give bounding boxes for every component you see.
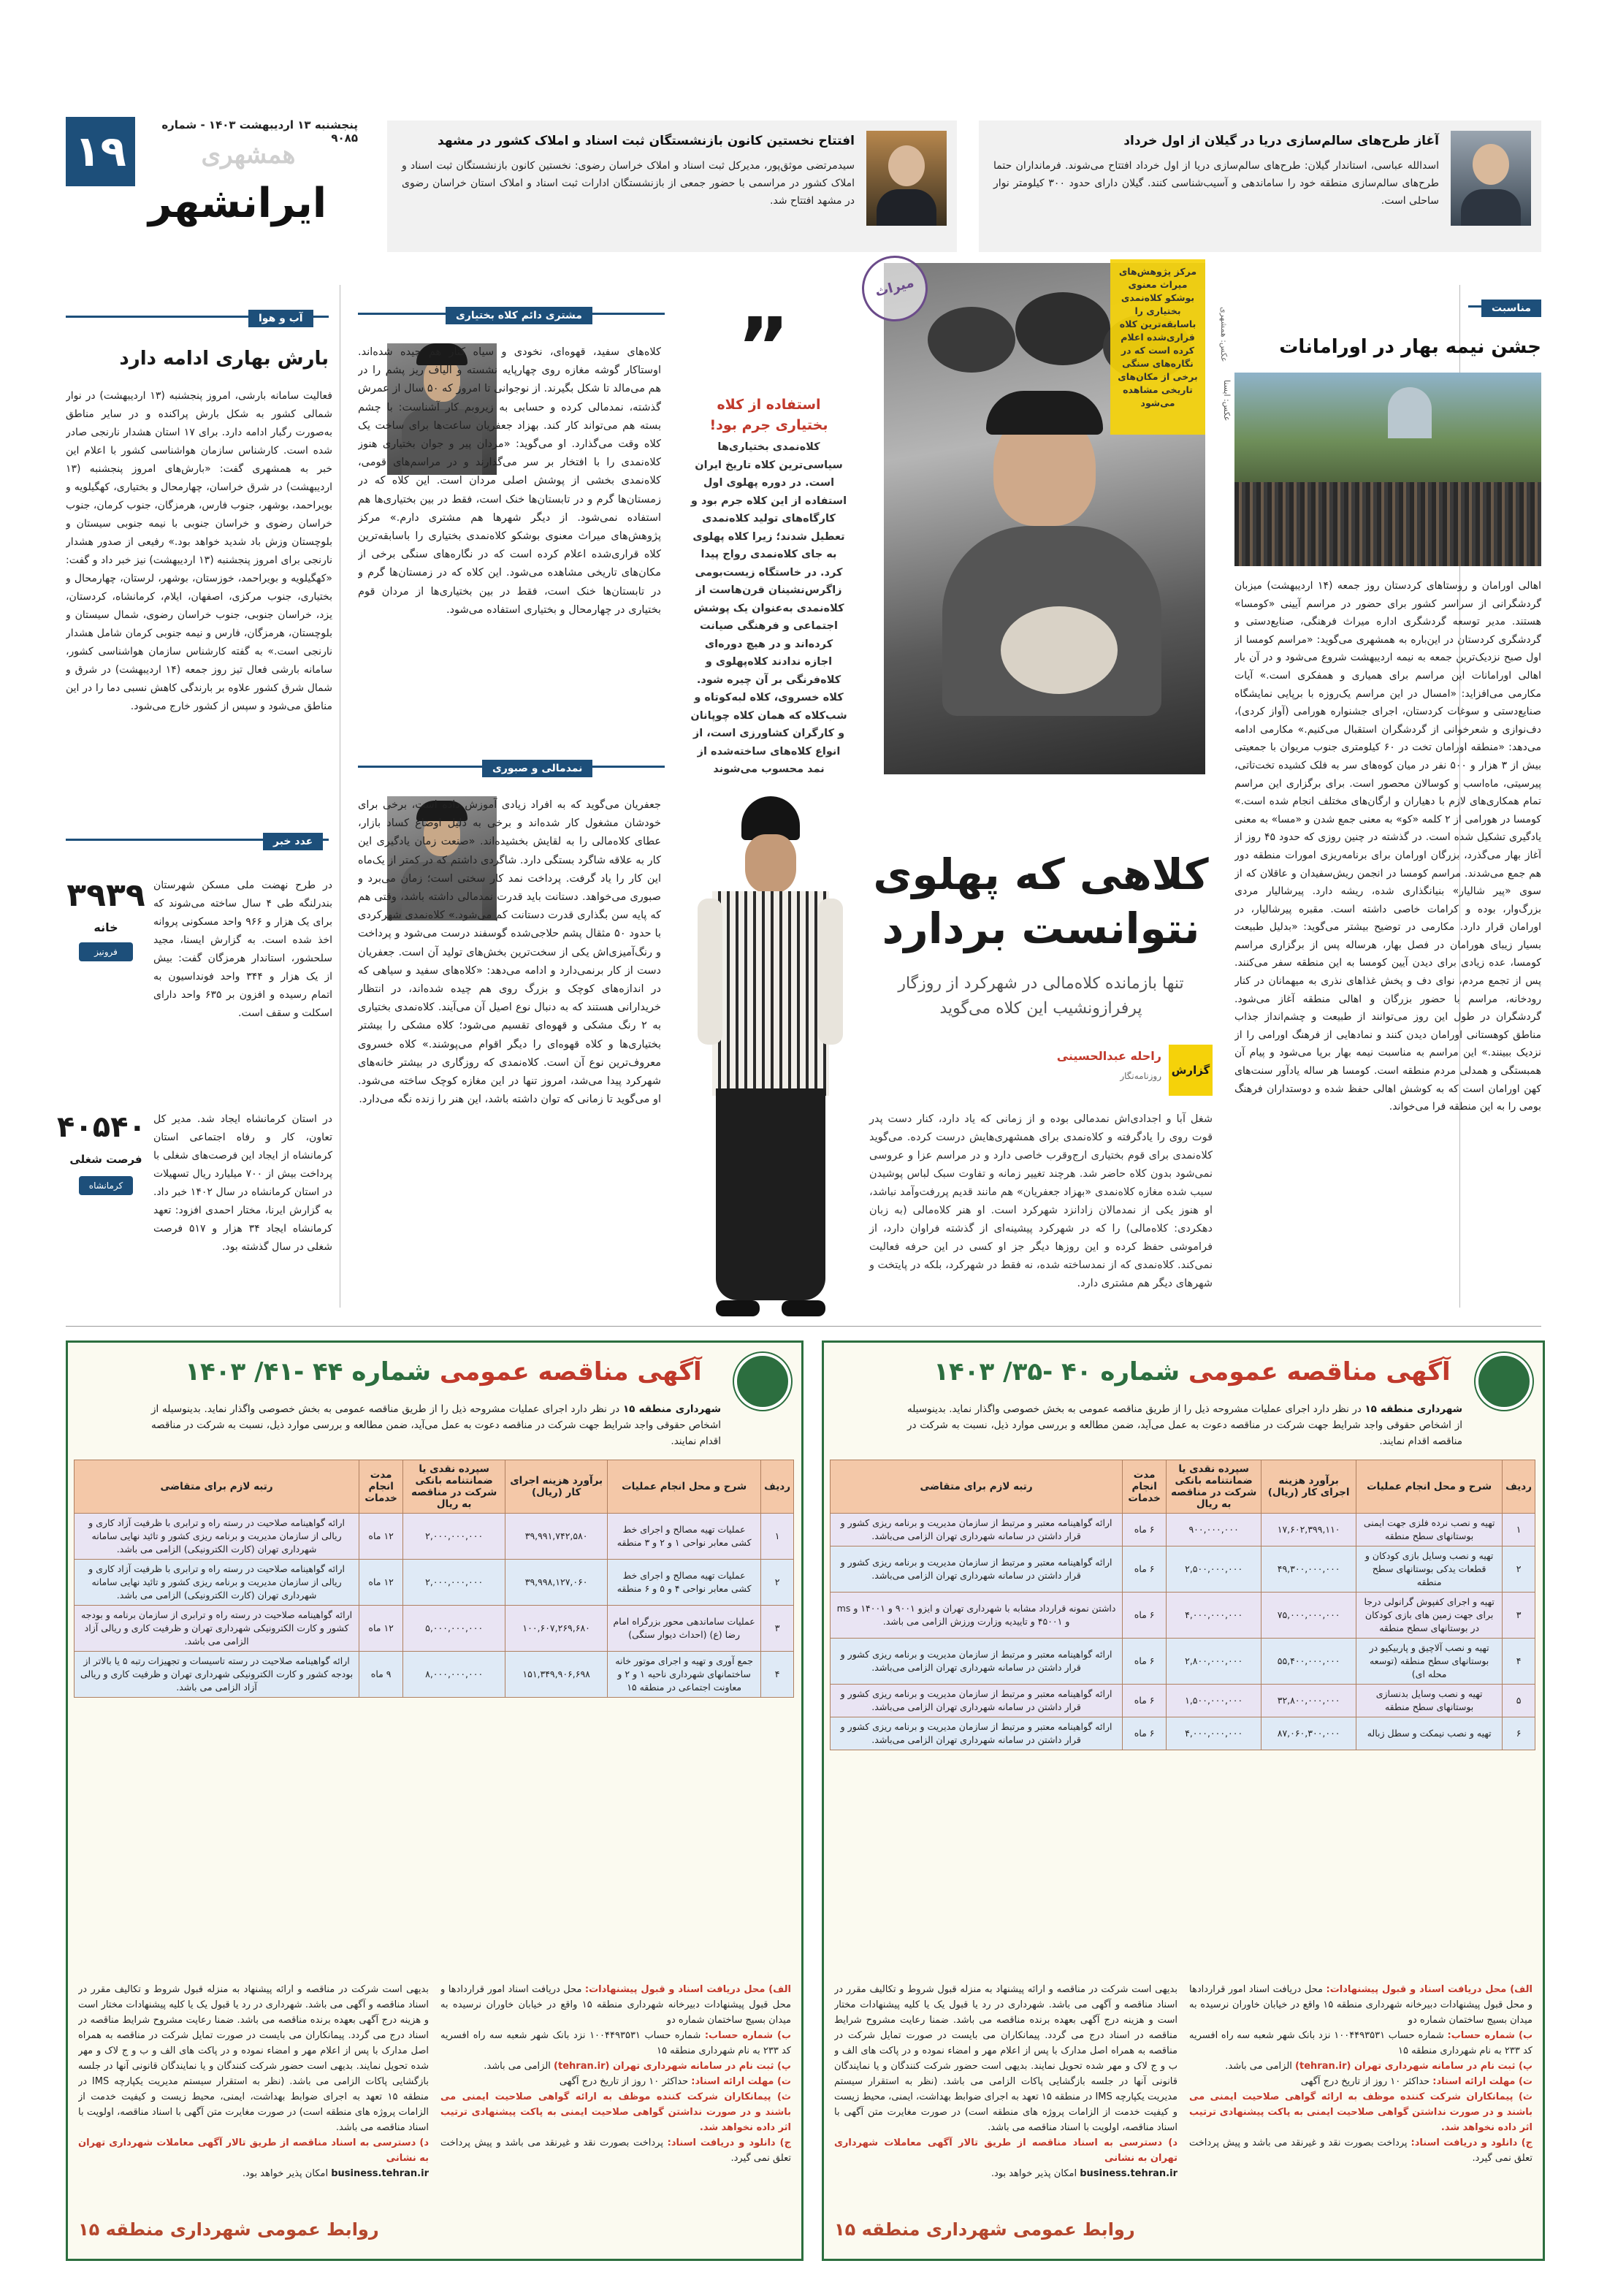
term-text: پرداخت بصورت نقد و غیرنقد می باشد و پیش پرداخت تعلق نمی گیرد. xyxy=(440,2137,791,2164)
term-label: ب) شماره حساب: xyxy=(1447,2030,1532,2041)
ad-title-main: آگهی مناقصه عمومی xyxy=(1188,1357,1451,1387)
cell: ۱۲ ماه xyxy=(359,1514,403,1560)
cell: ۸,۰۰۰,۰۰۰,۰۰۰ xyxy=(403,1652,505,1698)
cell: ۹ ماه xyxy=(359,1652,403,1698)
page-number: ۱۹ xyxy=(66,117,135,186)
cell: جمع آوری و تهیه و اجرای موتور خانه ساختمانهای شهرداری ناحیه ۱ و ۲ و معاونت اجتماعی در منطقه ۱۵ xyxy=(608,1652,761,1698)
cell: عملیات ساماندهی محور بزرگراه امام رضا (ع) (احداث دیوار سنگی) xyxy=(608,1606,761,1652)
cell: ۱ xyxy=(1503,1514,1535,1546)
quote-title: استفاده از کلاه بختیاری جرم بود! xyxy=(709,397,828,433)
news-body: سیدمرتضی موثق‌پور، مدیرکل ثبت اسناد و املاک خراسان رضوی: نخستین کانون بازنشستگان ثبت اسناد و املاک کشور در مراسمی با حضور جمعی از بازنشستگان ادارات ثبت اسناد و املاک استان خراسان رضوی در مشهد افتتاح شد. xyxy=(402,160,855,207)
table-row xyxy=(831,1685,1535,1717)
cell: ۶ ماه xyxy=(1123,1685,1167,1717)
col-header: رتبه لازم برای متقاضی xyxy=(831,1460,1123,1514)
term-label: پ) ثبت نام در سامانه شهرداری تهران (tehran.ir) xyxy=(1295,2061,1532,2072)
ad-title xyxy=(922,1357,1462,1387)
feature-intro: شغل آبا و اجدادی‌اش نمدمالی بوده و از زمانی که یاد دارد، کنار دست پدر قوت روی را یادگرفته و کلاه‌نمدی برای همشهری‌هایش درست کرده. می‌گوید کلاه‌نمدی برای قوم بختیاری ارج‌وقرب خاصی دارد و در مراسم عزا و عروسی نمی‌شود بدون کلاه حاضر شد. هرچند تغییر زمانه و تفاوت سبک لباس پوشیدن سبب شده مغازه کلاه‌نمدی «بهزاد جعفریان» هم مانند قدیم پررفت‌وآمد نباشد، او هنوز یکی از نمدمالان زادانزد شهرکرد است. او هنر کلاه‌مالی (به زبان دهکردی: کلاه‌مالی) را که در شهرکرد پیشینه‌ای از گذشته فراوان دارد، از فراموشی حفظ کرده و این روزها دیگر جز او کسی در این حرفه فعالیت نمی‌کند. کلاه‌نمدی که از نمد‌ساخته شده، نه فقط در شهرکرد، بلکه در پایتخت و شهرهای دیگر هم مشتری دارد. xyxy=(869,1113,1213,1289)
ad-url[interactable]: business.tehran.ir xyxy=(1080,2168,1177,2179)
cell: ۶ ماه xyxy=(1123,1717,1167,1750)
cell: ارائه گواهینامه صلاحیت در رسته راه و ترابری با ظرفیت آزاد کاری و ریالی از سازمان مدیریت و برنامه ریزی کشور و تائید نهایی سامانه شهرداری تهران (کارت الکترونیکی) الزامی می باشد. xyxy=(75,1514,359,1560)
cell: ارائه گواهینامه معتبر و مرتبط از سازمان مدیریت و برنامه ریزی کشور و قرار داشتن در سامانه شهرداری تهران الزامی می‌باشد. xyxy=(831,1639,1123,1685)
top-news-mashhad xyxy=(387,121,957,252)
news-title: افتتاح نخستین کانون بازنشستگان ثبت اسناد و املاک کشور در مشهد xyxy=(438,134,855,148)
report-label: گزارش xyxy=(1169,1045,1213,1096)
term-text: محل دریافت اسناد امور قراردادها و محل قبول پیشنهادات دبیرخانه شهرداری منطقه ۱۵ واقع در خیابان خاوران نرسیده به میدان بسیج ساختمان شماره دو xyxy=(1189,1984,1532,2026)
cell: ۳ xyxy=(761,1606,794,1652)
news-body: اسدالله عباسی، استاندار گیلان: طرح‌های سالم‌سازی دریا از اول خرداد افتتاح می‌شوند. فرمانداران حتما طرح‌های سالم‌سازی منطقه خود را ساماندهی و آسیب‌شناسی کنند. گیلان دارای حدود ۳۰۰ کیلومتر نوار ساحلی است. xyxy=(993,160,1439,207)
term-text: الزامی می باشد. xyxy=(484,2061,551,2072)
cell: تهیه و نصب وسایل بازی کودکان و قطعات یدکی بوستانهای سطح منطقه xyxy=(1356,1546,1503,1593)
number-body: در استان کرمانشاه ایجاد شد. مدیر کل تعاون، کار و رفاه اجتماعی استان کرمانشاه از ایجاد این فرصت‌های شغلی با پرداخت بیش از ۷۰۰ میلیارد ریال تسهیلات در استان کرمانشاه در سال ۱۴۰۲ خبر داد. به گزارش ایرنا، مختار احمدی افزود: تعهد کرمانشاه ایجاد ۳۴ هزار و ۵۱۷ فرصت شغلی در سال گذشته بود. xyxy=(153,1113,332,1253)
weather-title: بارش بهاری ادامه دارد xyxy=(119,348,329,370)
cell: تهیه و نصب آلاچیق و پاربیکیو در بوستانهای سطح منطقه (توسعه محله ای) xyxy=(1356,1639,1503,1685)
table-row xyxy=(831,1546,1535,1593)
cell: ارائه گواهینامه معتبر و مرتبط از سازمان مدیریت و برنامه ریزی کشور و قرار داشتن در سامانه شهرداری تهران الزامی می‌باشد. xyxy=(831,1514,1123,1546)
numbers-tag: عدد خبر xyxy=(263,833,323,850)
public-relations-signature: روابط عمومی شهرداری منطقه ۱۵ xyxy=(78,2219,379,2240)
ad-intro xyxy=(151,1401,721,1449)
occasion-title: جشن نیمه بهار در اورامانات xyxy=(1279,336,1541,358)
cell: ۳ xyxy=(1503,1593,1535,1639)
feature-col2-tag: نمدمالی و صبوری xyxy=(482,760,592,777)
reporter-name: راحله عبدالحسینی xyxy=(1056,1049,1161,1063)
date-line: پنجشنبه ۱۳ اردیبهشت ۱۴۰۳ - شماره ۹۰۸۵ xyxy=(161,118,358,145)
feature-photo-man xyxy=(672,796,869,1322)
cell: تهیه و نصب نرده فلزی جهت ایمنی بوستانهای سطح منطقه xyxy=(1356,1514,1503,1546)
table-row xyxy=(75,1560,794,1606)
cell: ۳۹,۹۹۱,۷۴۲,۵۸۰ xyxy=(505,1514,608,1560)
table-row xyxy=(831,1514,1535,1546)
cell: ۴,۰۰۰,۰۰۰,۰۰۰ xyxy=(1167,1593,1261,1639)
feature-col1-tag: مشتری دائم کلاه بختیاری xyxy=(446,307,592,324)
tender-table xyxy=(74,1460,794,1698)
cell: ۴ xyxy=(1503,1639,1535,1685)
number-item xyxy=(56,1110,332,1322)
tender-ad-right xyxy=(822,1340,1545,2261)
number-value: ۴۰۵۴۰ xyxy=(56,1110,146,1144)
term-text: پرداخت بصورت نقد و غیرنقد می باشد و پیش پرداخت تعلق نمی گیرد. xyxy=(1189,2137,1532,2164)
term-text: بدیهی است شرکت در مناقصه و ارائه پیشنهاد به منزله قبول شروط و تکالیف مقرر در اسناد مناقصه و آگهی می باشد. شهرداری در رد یا قبول یک یا کلیه پیشنهادات مختار است و هزینه درج آگهی بعهده برنده مناقصه می باشد. ضمنا رعایت مشروح شرایط مناقصه در اسناد درج می گردد. پیمانکاران می بایست در صورت تمایل شرکت در مناقصه به همراه اصل مدارک با پس از اعلام مهر و امضاء نموده و در پاکت های الف و ب و ج لاک و مهر شده تحویل نمایند. بدیهی است حضور شرکت کنندگان و یا نمایندگان قانونی آنها در جلسه بازگشایی پاکات الزامی می باشد. (نظر به استقرار سیستم مدیریت یکپارچه IMS در منطقه ۱۵ تعهد به اجرای ضوابط بهداشت، ایمنی، محیط زیست و کیفیت خدمت از الزامات پروژه های منطقه است) در صورت مغایرت متن آگهی با اسناد مناقصه، اولویت با اسناد مناقصه می باشد. xyxy=(834,1984,1177,2133)
col-header: رتبه لازم برای متقاضی xyxy=(75,1460,359,1514)
cell: ۱۷,۶۰۲,۳۹۹,۱۱۰ xyxy=(1261,1514,1356,1546)
number-province-badge: کرمانشاه xyxy=(79,1176,133,1195)
cell: ۸۷,۰۶۰,۳۰۰,۰۰۰ xyxy=(1261,1717,1356,1750)
pullout-box xyxy=(1110,259,1205,435)
ad-terms-left xyxy=(834,1982,1177,2194)
term-text: امکان پذیر خواهد بود. xyxy=(242,2168,329,2179)
cell: ۶ ماه xyxy=(1123,1593,1167,1639)
feature-col2-body: جعفریان می‌گوید که به افراد زیادی آموزش داده است، برخی برای خودشان مشغول کار شده‌اند و برخی به دلیل اوضاع کساد بازار، عطای کلاه‌مالی را به لقایش بخشیده‌اند. «صنعت زمان یادگیری این کار به علاقه شاگرد بستگی دارد. شاگردی داشتم که در کمتر از یک‌ماه این کار را یاد گرفت. پرداخت نمد کار سختی است؛ زمان می‌برد و صبوری می‌خواهد. دستانت باید قدرت نمدمالی داشته باشد، وقتی هم که پایه سن بگذاری قدرت دستانت کم می‌شود.» کلاه‌نمدی شهرکردی با حدود ۵۰ مثقال پشم حلاجی‌شده گوسفند درست می‌شود و پرداخت و رنگ‌آمیزی‌اش یکی از سخت‌ترین بخش‌های تولید آن است. جعفریان دست از کار برنمی‌دارد و ادامه می‌دهد: «کلاه‌های سفید و سیاهی که در اندازه‌های کوچک و بزرگ روی هم چیده شده‌اند، در انتظار خریدارانی هستند که به دنبال نوع اصیل آن می‌آیند. کلاه‌نمدی بختیاری به ۲ رنگ مشکی و قهوه‌ای تقسیم می‌شود؛ کلاه مشکی را بیشتر بختیاری‌ها و کلاه قهوه‌ای را دیگر اقوام می‌پوشند.» کلاه خسروی معروف‌ترین نوع آن است. کلاه‌نمدی که روزگاری در بیشتر خانه‌های شهرکرد پیدا می‌شد، امروز تنها در این مغازه کوچک ساخته می‌شود. او می‌گوید تا زمانی که توان داشته باشد، این هنر را زنده نگه می‌دارد. xyxy=(358,799,661,1106)
term-text: شماره حساب ۱۰۰۴۴۹۳۵۳۱ نزد بانک شهر شعبه سه راه افسریه کد ۲۳۳ به نام شهرداری منطقه ۱۵ xyxy=(1189,2030,1532,2056)
news-title: آغاز طرح‌های سالم‌سازی دریا در گیلان از اول خرداد xyxy=(1123,134,1439,148)
cell: داشتن نمونه قرارداد مشابه با شهرداری تهران و ایزو ۹۰۰۱ و ۱۴۰۰۱ و ms و ۴۵۰۰۱ و تاییدیه وزارت ورزش الزامی می باشد. xyxy=(831,1593,1123,1639)
news-photo xyxy=(1451,131,1531,226)
ad-title xyxy=(166,1357,721,1387)
occasion-body: اهالی اورامان و روستاهای کردستان روز جمعه (۱۴ اردیبهشت) میزبان گردشگرانی از سراسر کشور برای حضور در مراسم آیینی «کومسا» هستند. مدیر توسعه گردشگری اداره میراث فرهنگی، صنایع‌دستی و گردشگری کردستان در این‌باره به همشهری می‌گوید: «مراسم کومسا از اول صبح نزدیک‌ترین جمعه به نیمه اردیبهشت شروع می‌شود و در آن بار اهالی اورامانات این مراسم برای همیاری و همفکری است.» آیات مکارمی می‌افزاید: «امسال در این مراسم یک‌روزه با برپایی نمایشگاه صنایع‌دستی و سوغات کردستان، اجرای جشنواره هورامی (آواز کردی)، دف‌نوازی و شعرخوانی از گردشگران استقبال می‌کنیم.» مکارمی ادامه می‌دهد: «منطقه اورامان تخت در ۶۰ کیلومتری جنوب مریوان با جمعیتی بیش از ۳ هزار و ۵۰۰ نفر در میان کوه‌های سر به فلک کشیده تخت‌تاتی، پیرسیتی، ماه‌اسب و کوسالان محصور است. برای برگزاری این مراسم تمام همکاری‌های لازم با دهیاران و ارگان‌های مختلف انجام شده است.» کومسا در هورامی از ۲ کلمه «کو» به معنی جمع شدن و «مسا» به معنی یادگیری تشکیل شده است. در گذشته در چنین روزی که حدود ۴۵ روز از آغاز بهار می‌گذرد، بزرگان اورامان برای برنامه‌ریزی امورات منطقه دور هم جمع می‌شدند. مراسم کومسا در انجمن ریش‌سفیدان و عاقلان که از سوی «پیر شالیار» بنیانگذاری شده، ریشه دارد. پیرشالیار مردی بزرگ‌وار، بوده و کرامات خاصی داشته است. مقبره پیرشالیار، در اورامان قرار دارد. مکارمی در توضیح بیشتر می‌گوید: «بدلیل طبیعت بسیار زیبای هورامان در فصل بهار، هرساله پس از برگزاری مراسم کومسا، عده زیادی برای دیدن آیین کومسا به این منطقه سفر می‌کنند. پس از تجمع مردم، نوای دف و پخش غذاهای نذری به میهمانان در کنار رودخانه، مراسم با حضور بزرگان و اهالی منطقه آغاز می‌شود. گردشگران در طول این روز می‌توانند از طبیعت و چشم‌انداز جذاب مناطق کوهستانی اورامان دیدن کنند و نمادهایی از فرهنگ اورامی را از نزدیک ببینند.» این مراسم به مناسبت نیمه بهار برپا می‌شود و پیام آن همبستگی و همدلی مردم منطقه است. کومسا هر ساله یادآور سنت‌های کهن اورامان است که به کوشش اهالی حفظ شده و دوستداران فرهنگ بومی را به این منطقه فرا می‌خواند. xyxy=(1234,580,1541,1113)
term-text: بدیهی است شرکت در مناقصه و ارائه پیشنهاد به منزله قبول شروط و تکالیف مقرر در اسناد مناقصه و آگهی می باشد. شهرداری در رد یا قبول یک یا کلیه پیشنهادات مختار است و هزینه درج آگهی بعهده برنده مناقصه می باشد. ضمنا رعایت مشروح شرایط مناقصه در اسناد درج می گردد. پیمانکاران می بایست در صورت تمایل شرکت در مناقصه به همراه اصل مدارک با پس از اعلام مهر و امضاء نموده و در پاکت های الف و ب و ج لاک و مهر شده تحویل نمایند. بدیهی است حضور شرکت کنندگان و یا نمایندگان قانونی آنها در جلسه بازگشایی پاکات الزامی می باشد. (نظر به استقرار سیستم مدیریت یکپارچه IMS در منطقه ۱۵ تعهد به اجرای ضوابط بهداشت، ایمنی، محیط زیست و کیفیت خدمت از الزامات پروژه های منطقه است) در صورت مغایرت متن آگهی با اسناد مناقصه، اولویت با اسناد مناقصه می باشد. xyxy=(78,1984,429,2133)
news-photo xyxy=(866,131,947,226)
col-header: مدت انجام خدمات xyxy=(1123,1460,1167,1514)
cell: ۶ ماه xyxy=(1123,1546,1167,1593)
term-label: ج) دانلود و دریافت اسناد: xyxy=(667,2137,791,2148)
ad-terms-right xyxy=(1189,1982,1532,2252)
term-label: ث) پیمانکاران شرکت کننده موظف به ارائه گواهی صلاحیت ایمنی می باشند و در صورت نداشتن گواهی صلاحیت ایمنی به پاکت پیشنهادی ترتیب اثر داده نخواهد شد. xyxy=(1189,2091,1532,2133)
feature-headline: کلاهی که پهلوی نتوانست بردارد xyxy=(873,850,1209,953)
table-row xyxy=(831,1717,1535,1750)
number-province-badge: فرونیز xyxy=(79,942,133,961)
cell: ارائه گواهینامه معتبر و مرتبط از سازمان مدیریت و برنامه ریزی کشور و قرار داشتن در سامانه شهرداری تهران الزامی می‌باشد. xyxy=(831,1717,1123,1750)
cell: ۷۵,۰۰۰,۰۰۰,۰۰۰ xyxy=(1261,1593,1356,1639)
col-header: ردیف xyxy=(761,1460,794,1514)
cell: ۴۹,۳۰۰,۰۰۰,۰۰۰ xyxy=(1261,1546,1356,1593)
cell: ارائه گواهینامه صلاحیت در رسته راه و ترابری از سازمان برنامه و بودجه کشور و کارت الکترونیکی شهرداری تهران و ظرفیت کاری و ریالی آزاد الزامی می باشد. xyxy=(75,1606,359,1652)
cell: ۲,۵۰۰,۰۰۰,۰۰۰ xyxy=(1167,1546,1261,1593)
cell: ۱,۵۰۰,۰۰۰,۰۰۰ xyxy=(1167,1685,1261,1717)
cell: عملیات تهیه مصالح و اجرای خط کشی معابر نواحی ۴ و ۵ و ۶ منطقه xyxy=(608,1560,761,1606)
cell: ۱۲ ماه xyxy=(359,1560,403,1606)
cell: ۴,۰۰۰,۰۰۰,۰۰۰ xyxy=(1167,1717,1261,1750)
ad-intro-text: در نظر دارد اجرای عملیات مشروحه ذیل را از طریق مناقصه عمومی به بخش خصوصی واگذار نماید. بدینوسیله از اشخاص حقوقی واجد شرایط جهت شرکت در مناقصه دعوت به عمل می‌آید، ضمن مطالعه و بررسی موارد ذیل، نسبت به شرکت در مناقصه اقدام نمایند. xyxy=(151,1403,721,1447)
term-text: الزامی می باشد. xyxy=(1225,2061,1292,2072)
quote-body: کلاه‌نمدی بختیاری‌ها سیاسی‌ترین کلاه تاریخ ایران است. در دوره پهلوی اول استفاده از این کلاه جرم بود و کارگاه‌های تولید کلاه‌نمدی تعطیل شدند؛ زیرا کلاه پهلوی به جای کلاه‌نمدی رواج پیدا کرد. در خاستگاه زیست‌بومی زاگرس‌نشینان قرن‌هاست از کلاه‌نمدی به‌عنوان یک پوشش اجتماعی و فرهنگی صیانت کرده‌اند و در هیچ دوره‌ای اجازه ندادند کلاه‌پهلوی و کلاه‌فرنگی بر آن چیره شود. کلاه خسروی، کلاه لبه‌کوتاه و شب‌کلاه که همان کلاه چوپانان و کارگران کشاورزی است، از انواع کلاه‌های ساخته‌شده از نمد محسوب می‌شوند xyxy=(690,441,847,775)
term-text: محل دریافت اسناد امور قراردادها و محل قبول پیشنهادات دبیرخانه شهرداری منطقه ۱۵ واقع در خیابان خاوران نرسیده به میدان بسیج ساختمان شماره دو xyxy=(440,1984,791,2026)
cell: عملیات تهیه مصالح و اجرای خط کشی معابر نواحی ۱ و ۲ و ۳ منطقه xyxy=(608,1514,761,1560)
occasion-photo-caption: عکس: ایسنا xyxy=(1222,380,1232,422)
table-row xyxy=(831,1639,1535,1685)
reporter-role: روزنامه‌نگار xyxy=(1120,1071,1161,1081)
table-row xyxy=(75,1652,794,1698)
col-header: برآورد هزینه اجرای کار (ریال) xyxy=(1261,1460,1356,1514)
number-unit: خانه xyxy=(93,920,118,934)
masthead xyxy=(66,117,358,234)
municipality-logo xyxy=(734,1353,791,1410)
cell: ارائه گواهینامه معتبر و مرتبط از سازمان مدیریت و برنامه ریزی کشور و قرار داشتن در سامانه شهرداری تهران الزامی می‌باشد. xyxy=(831,1546,1123,1593)
ad-title-main: آگهی مناقصه عمومی xyxy=(439,1357,702,1387)
number-unit: فرصت شغلی xyxy=(69,1153,142,1166)
cell: ۶ ماه xyxy=(1123,1514,1167,1546)
occasion-photo xyxy=(1234,373,1541,566)
feature-photo-caption: عکس: همشهری xyxy=(1219,307,1229,362)
col-header: شرح و محل انجام عملیات xyxy=(608,1460,761,1514)
term-label: پ) ثبت نام در سامانه شهرداری تهران (tehran.ir) xyxy=(554,2061,791,2072)
ad-intro-bold: شهرداری منطقه ۱۵ xyxy=(1364,1403,1463,1415)
term-label: ث) پیمانکاران شرکت کننده موظف به ارائه گواهی صلاحیت ایمنی می باشند و در صورت نداشتن گواهی صلاحیت ایمنی به پاکت پیشنهادی ترتیب اثر داده نخواهد شد. xyxy=(440,2091,791,2133)
weather-tag: آب و هوا xyxy=(248,310,313,327)
col-header: سپرده نقدی یا ضمانتنامه بانکی شرکت در مناقصه به ریال xyxy=(1167,1460,1261,1514)
ad-terms-left xyxy=(78,1982,429,2194)
ad-title-number: شماره ۴۴ -۴۱/ ۱۴۰۳ xyxy=(185,1357,432,1387)
cell: ۹۰۰,۰۰۰,۰۰۰ xyxy=(1167,1514,1261,1546)
term-label: الف) محل دریافت اسناد و قبول پیشنهادات: xyxy=(1326,1984,1532,1995)
ad-intro-bold: شهرداری منطقه ۱۵ xyxy=(622,1403,721,1415)
term-label: الف) محل دریافت اسناد و قبول پیشنهادات: xyxy=(584,1984,791,1995)
term-label: ب) شماره حساب: xyxy=(704,2030,791,2041)
weather-body: فعالیت سامانه بارشی، امروز پنجشنبه (۱۳ اردیبهشت) در نوار شمالی کشور به شکل بارش پراکنده و در سایر مناطق به‌صورت رگبار ادامه دارد. برای ۱۷ استان هشدار نارنجی صادر شده است. کارشناس سازمان هواشناسی کشور با اعلام این خبر به همشهری گفت: «بارش‌های امروز پنجشنبه (۱۳ اردیبهشت) در شرق خراسان، چهارمحال و بختیاری، کهگیلویه و بویراحمد، بوشهر، جنوب فارس، هرمزگان، جنوب کرمان، جنوب خراسان رضوی و خراسان جنوبی با نیمه جنوبی سیستان و بلوچستان وزش باد شدید خواهد بود.» رفیعی از صدور هشدار نارنجی برای امروز پنجشنبه (۱۳ اردیبهشت) نیز خبر داد و گفت: «کهگیلویه و بویراحمد، خوزستان، بوشهر، لرستان، چهارمحال و بختیاری، جنوب مرکزی، اصفهان، ایلام، کرمانشاه، کردستان، یزد، خراسان جنوبی، جنوب خراسان رضوی، شمال سیستان و بلوچستان، هرمزگان، فارس و نیمه جنوبی کرمان شامل هشدار نارنجی است.» به گفته کارشناس سازمان هواشناسی کشور، سامانه بارشی فعال تیز روز جمعه (۱۴ اردیبهشت) در شرق و شمال شرق کشور علاوه بر بارندگی کاهش نسبی دما را در این مناطق می‌شود و سپس از کشور خارج می‌شود. xyxy=(66,390,332,712)
term-label: ج) دانلود و دریافت اسناد: xyxy=(1411,2137,1532,2148)
stamp-text: میراث xyxy=(873,275,916,300)
quote-mark: ” xyxy=(736,300,790,394)
table-row xyxy=(831,1593,1535,1639)
cell: ۲,۰۰۰,۰۰۰,۰۰۰ xyxy=(403,1560,505,1606)
tender-ad-left xyxy=(66,1340,804,2261)
cell: ۱۲ ماه xyxy=(359,1606,403,1652)
col-header: مدت انجام خدمات xyxy=(359,1460,403,1514)
term-text: شماره حساب ۱۰۰۴۴۹۳۵۳۱ نزد بانک شهر شعبه سه راه افسریه کد ۲۳۳ به نام شهرداری منطقه ۱۵ xyxy=(440,2030,791,2056)
term-text: حداکثر ۱۰ روز از تاریخ درج آگهی xyxy=(559,2076,689,2087)
number-item xyxy=(66,877,332,1096)
cell: ۵,۰۰۰,۰۰۰,۰۰۰ xyxy=(403,1606,505,1652)
cell: ۲ xyxy=(1503,1546,1535,1593)
top-news-gilan xyxy=(979,121,1541,252)
term-text: حداکثر ۱۰ روز از تاریخ درج آگهی xyxy=(1300,2076,1430,2087)
section-title: ایرانشهر xyxy=(148,180,327,227)
cell: ۱۵۱,۳۴۹,۹۰۶,۶۹۸ xyxy=(505,1652,608,1698)
ad-intro xyxy=(907,1401,1462,1449)
term-text: امکان پذیر خواهد بود. xyxy=(990,2168,1077,2179)
cell: ۱ xyxy=(761,1514,794,1560)
cell: ارائه گواهینامه معتبر و مرتبط از سازمان مدیریت و برنامه ریزی کشور و قرار داشتن در سامانه شهرداری تهران الزامی می‌باشد. xyxy=(831,1685,1123,1717)
feature-col1-body: کلاه‌های سفید، قهوه‌ای، نخودی و سیاه کنار هم چیده شده‌اند. اوستاکار گوشه مغازه روی چهارپایه نشسته و الیاف ریز پشم را در هم می‌مالد تا شکل بگیرند. از نوجوانی تا امروز که ۵۰ سال از عمرش گذشته، نمدمالی کرده و حسابی به زیروبم کار آشناست: با چشم بسته هم می‌تواند کار کند. بهزاد جعفریان ساعت‌ها برای ساخت یک کلاه وقت می‌گذارد. او می‌گوید: «مردان پیر و جوان بختیاری هنوز کلاه‌نمدی را با افتخار بر سر می‌گذارند و در مراسم‌های قومی، کلاه‌نمدی بخشی از پوشش اصلی مردان است. این کلاه که در زمستان‌ها گرم و در تابستان‌ها خنک است، فقط در بین بختیاری‌ها هم استفاده نمی‌شود. از دیگر شهرها هم مشتری دارم.» مرکز پژوهش‌های میراث معنوی بوشکو کلاه‌نمدی بختیاری را باسابقه‌ترین کلاه قراری‌شده اعلام کرده است که در نگاره‌های سنگی برخی از مکان‌های تاریخی مشاهده می‌شود. این کلاه که در زمستان‌ها گرم و در تابستان‌ها خنک است، فقط در بین بختیاری‌ها از مردان قوم بختیاری در چهارمحال و بختیاری استفاده می‌شود. xyxy=(358,346,661,616)
cell: ۴ xyxy=(761,1652,794,1698)
cell: ارائه گواهینامه صلاحیت در رسته راه و ترابری با ظرفیت آزاد کاری و ریالی از سازمان مدیریت و برنامه ریزی کشور و تائید نهایی سامانه شهرداری تهران (کارت الکترونیکی) الزامی می باشد. xyxy=(75,1560,359,1606)
cell: تهیه و اجرای کفپوش گرانولی درجا برای جهت زمین های بازی کودکان در بوستانهای سطح منطقه xyxy=(1356,1593,1503,1639)
term-label: د) دسترسی به اسناد مناقصه از طریق تالار آگهی معاملات شهرداری تهران به نشانی xyxy=(78,2137,429,2164)
number-body: در طرح نهضت ملی مسکن شهرستان بندرلنگه طی ۴ سال ساخته می‌شوند که برای یک هزار و ۹۶۶ واحد مسکونی پروانه اخذ شده است. به گزارش ایسنا، مجید سلحشور، استاندار هرمزگان گفت: بیش از یک هزار و ۳۴۴ واحد فونداسیون به اتمام رسیده و افزون بر ۶۳۵ واحد دارای اسکلت و سقف است. xyxy=(153,880,333,1019)
ad-title-number: شماره ۴۰ -۳۵/ ۱۴۰۳ xyxy=(934,1357,1180,1387)
term-label: ت) مهلت ارائه اسناد: xyxy=(691,2076,791,2087)
term-label: د) دسترسی به اسناد مناقصه از طریق تالار آگهی معاملات شهرداری تهران به نشانی xyxy=(834,2137,1177,2164)
term-label: ت) مهلت ارائه اسناد: xyxy=(1432,2076,1532,2087)
ad-url[interactable]: business.tehran.ir xyxy=(331,2168,429,2179)
tender-table xyxy=(830,1460,1535,1750)
number-value: ۳۹۳۹ xyxy=(66,877,145,914)
cell: ۲,۰۰۰,۰۰۰,۰۰۰ xyxy=(403,1514,505,1560)
cell: تهیه و نصب وسایل بدنسازی بوستانهای سطح منطقه xyxy=(1356,1685,1503,1717)
occasion-tag: مناسبت xyxy=(1481,300,1541,317)
cell: ۶ ماه xyxy=(1123,1639,1167,1685)
ad-intro-text: در نظر دارد اجرای عملیات مشروحه ذیل را از طریق مناقصه عمومی به بخش خصوصی واگذار نماید. بدینوسیله از اشخاص حقوقی واجد شرایط جهت شرکت در مناقصه دعوت به عمل می‌آید، ضمن مطالعه و بررسی موارد ذیل، نسبت به شرکت در مناقصه اقدام نمایند. xyxy=(907,1403,1462,1447)
col-header: ردیف xyxy=(1503,1460,1535,1514)
cell: ۵ xyxy=(1503,1685,1535,1717)
cell: ۲ xyxy=(761,1560,794,1606)
cell: ۶ xyxy=(1503,1717,1535,1750)
municipality-logo xyxy=(1476,1353,1532,1410)
cell: ارائه گواهینامه صلاحیت در رسته تاسیسات و تجهیزات رتبه ۵ یا بالاتر از بودجه کشور و کارت الکترونیکی شهرداری تهران و ظرفیت کاری و ریالی آزاد الزامی می باشد. xyxy=(75,1652,359,1698)
table-row xyxy=(75,1606,794,1652)
cell: ۳۲,۸۰۰,۰۰۰,۰۰۰ xyxy=(1261,1685,1356,1717)
feature-subtitle: تنها بازمانده کلاه‌مالی در شهرکرد از روزگار پرفراز‌ونشیب این کلاه می‌گوید xyxy=(898,975,1184,1018)
cell: ۳۹,۹۹۸,۱۲۷,۰۶۰ xyxy=(505,1560,608,1606)
ad-terms-right xyxy=(440,1982,791,2252)
cell: ۱۰۰,۶۰۷,۲۶۹,۶۸۰ xyxy=(505,1606,608,1652)
cell: ۲,۸۰۰,۰۰۰,۰۰۰ xyxy=(1167,1639,1261,1685)
col-header: شرح و محل انجام عملیات xyxy=(1356,1460,1503,1514)
paper-name-logo: همشهری xyxy=(201,140,296,169)
table-row xyxy=(75,1514,794,1560)
col-header: سپرده نقدی یا ضمانتنامه بانکی شرکت در مناقصه به ریال xyxy=(403,1460,505,1514)
public-relations-signature: روابط عمومی شهرداری منطقه ۱۵ xyxy=(834,2219,1135,2240)
cell: ۵۵,۴۰۰,۰۰۰,۰۰۰ xyxy=(1261,1639,1356,1685)
col-header: برآورد هزینه اجرای کار (ریال) xyxy=(505,1460,608,1514)
cell: تهیه و نصب نیمکت و سطل زباله xyxy=(1356,1717,1503,1750)
pullout-box-text: مرکز پژوهش‌های میراث معنوی بوشکو کلاه‌نمدی بختیاری را باسابقه‌ترین کلاه قراری‌شده اعلام کرده است که در نگاره‌های سنگی برخی از مکان‌های تاریخی مشاهده می‌شود xyxy=(1118,266,1198,408)
